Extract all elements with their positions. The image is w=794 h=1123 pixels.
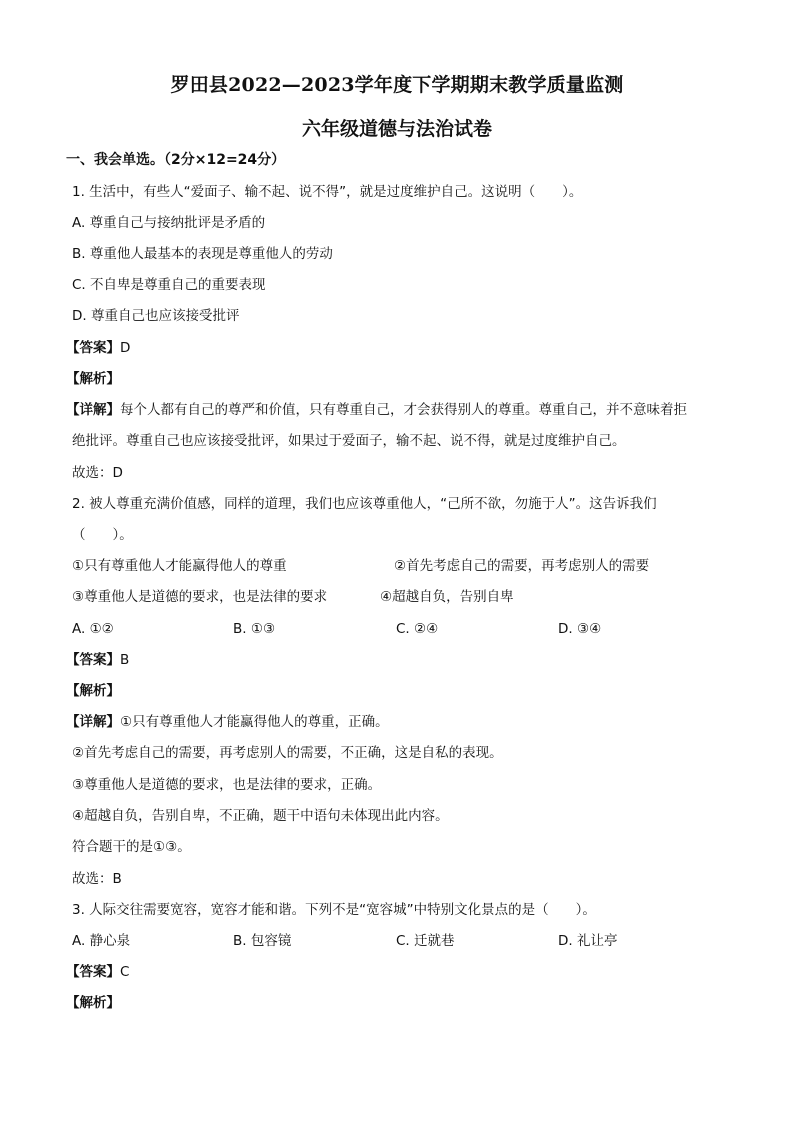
q2-fit: 符合题干的是①③。 [72,839,191,855]
q1-answer: D [120,340,131,356]
q2-item-3: ③尊重他人是道德的要求，也是法律的要求 [72,589,328,605]
q3-analysis-tag: 【解析】 [66,995,120,1011]
q2-detail-line-4: ④超越自负，告别自卑，不正确，题干中语句未体现出此内容。 [72,808,449,824]
q1-option-a: A. 尊重自己与接纳批评是矛盾的 [72,215,266,231]
q2-item-4: ④超越自负，告别自卑 [380,589,514,605]
q2-detail-line-3: ③尊重他人是道德的要求，也是法律的要求，正确。 [72,777,382,793]
detail-tag: 【详解】 [66,402,120,418]
answer-tag: 【答案】 [66,340,120,356]
q2-option-a: A. ①② [72,621,114,637]
exam-title: 罗田县2022—2023学年度下学期期末教学质量监测 [170,74,624,96]
answer-tag: 【答案】 [66,964,120,980]
q1-detail-line-2: 绝批评。尊重自己也应该接受批评，如果过于爱面子，输不起、说不得，就是过度维护自己。 [72,433,626,449]
q2-detail-line-1 [66,712,389,732]
detail-tag: 【详解】 [66,714,120,730]
answer-tag: 【答案】 [66,652,120,668]
q1-choose: 故选：D [72,465,123,481]
q1-analysis-tag: 【解析】 [66,371,120,387]
question-2-stem-1: 2. 被人尊重充满价值感，同样的道理，我们也应该尊重他人，“己所不欲，勿施于人”。这告诉我们 [72,496,657,512]
q1-option-c: C. 不自卑是尊重自己的重要表现 [72,277,266,293]
q3-option-b: B. 包容镜 [233,933,292,949]
q2-analysis-tag: 【解析】 [66,683,120,699]
q1-detail-text-1: 每个人都有自己的尊严和价值，只有尊重自己，才会获得别人的尊重。尊重自己，并不意味着拒 [120,402,687,418]
q3-answer: C [120,964,130,980]
q2-item-2: ②首先考虑自己的需要，再考虑别人的需要 [394,558,650,574]
q2-detail-text-1: ①只有尊重他人才能赢得他人的尊重，正确。 [120,714,389,730]
q1-detail-line-1 [66,400,687,420]
q3-answer-line [66,962,129,982]
q2-option-c: C. ②④ [396,621,439,637]
question-2-stem-2: （ ）。 [72,527,133,543]
q3-option-a: A. 静心泉 [72,933,131,949]
q2-option-b: B. ①③ [233,621,276,637]
q2-choose: 故选：B [72,871,122,887]
q3-option-c: C. 迁就巷 [396,933,455,949]
q2-detail-line-2: ②首先考虑自己的需要，再考虑别人的需要，不正确，这是自私的表现。 [72,745,503,761]
question-1-stem: 1. 生活中，有些人“爱面子、输不起、说不得”，就是过度维护自己。这说明（ ）。 [72,184,583,200]
q3-option-d: D. 礼让亭 [558,933,618,949]
q1-option-b: B. 尊重他人最基本的表现是尊重他人的劳动 [72,246,333,262]
q2-answer-line [66,650,129,670]
q2-answer: B [120,652,130,668]
q1-option-d: D. 尊重自己也应该接受批评 [72,308,240,324]
q2-item-1: ①只有尊重他人才能赢得他人的尊重 [72,558,287,574]
question-3-stem: 3. 人际交往需要宽容，宽容才能和谐。下列不是“宽容城”中特别文化景点的是（ ）。 [72,902,596,918]
exam-subtitle: 六年级道德与法治试卷 [301,118,492,140]
q2-option-d: D. ③④ [558,621,602,637]
section-heading: 一、我会单选。（2分×12=24分） [66,152,286,168]
q1-answer-line [66,338,130,358]
